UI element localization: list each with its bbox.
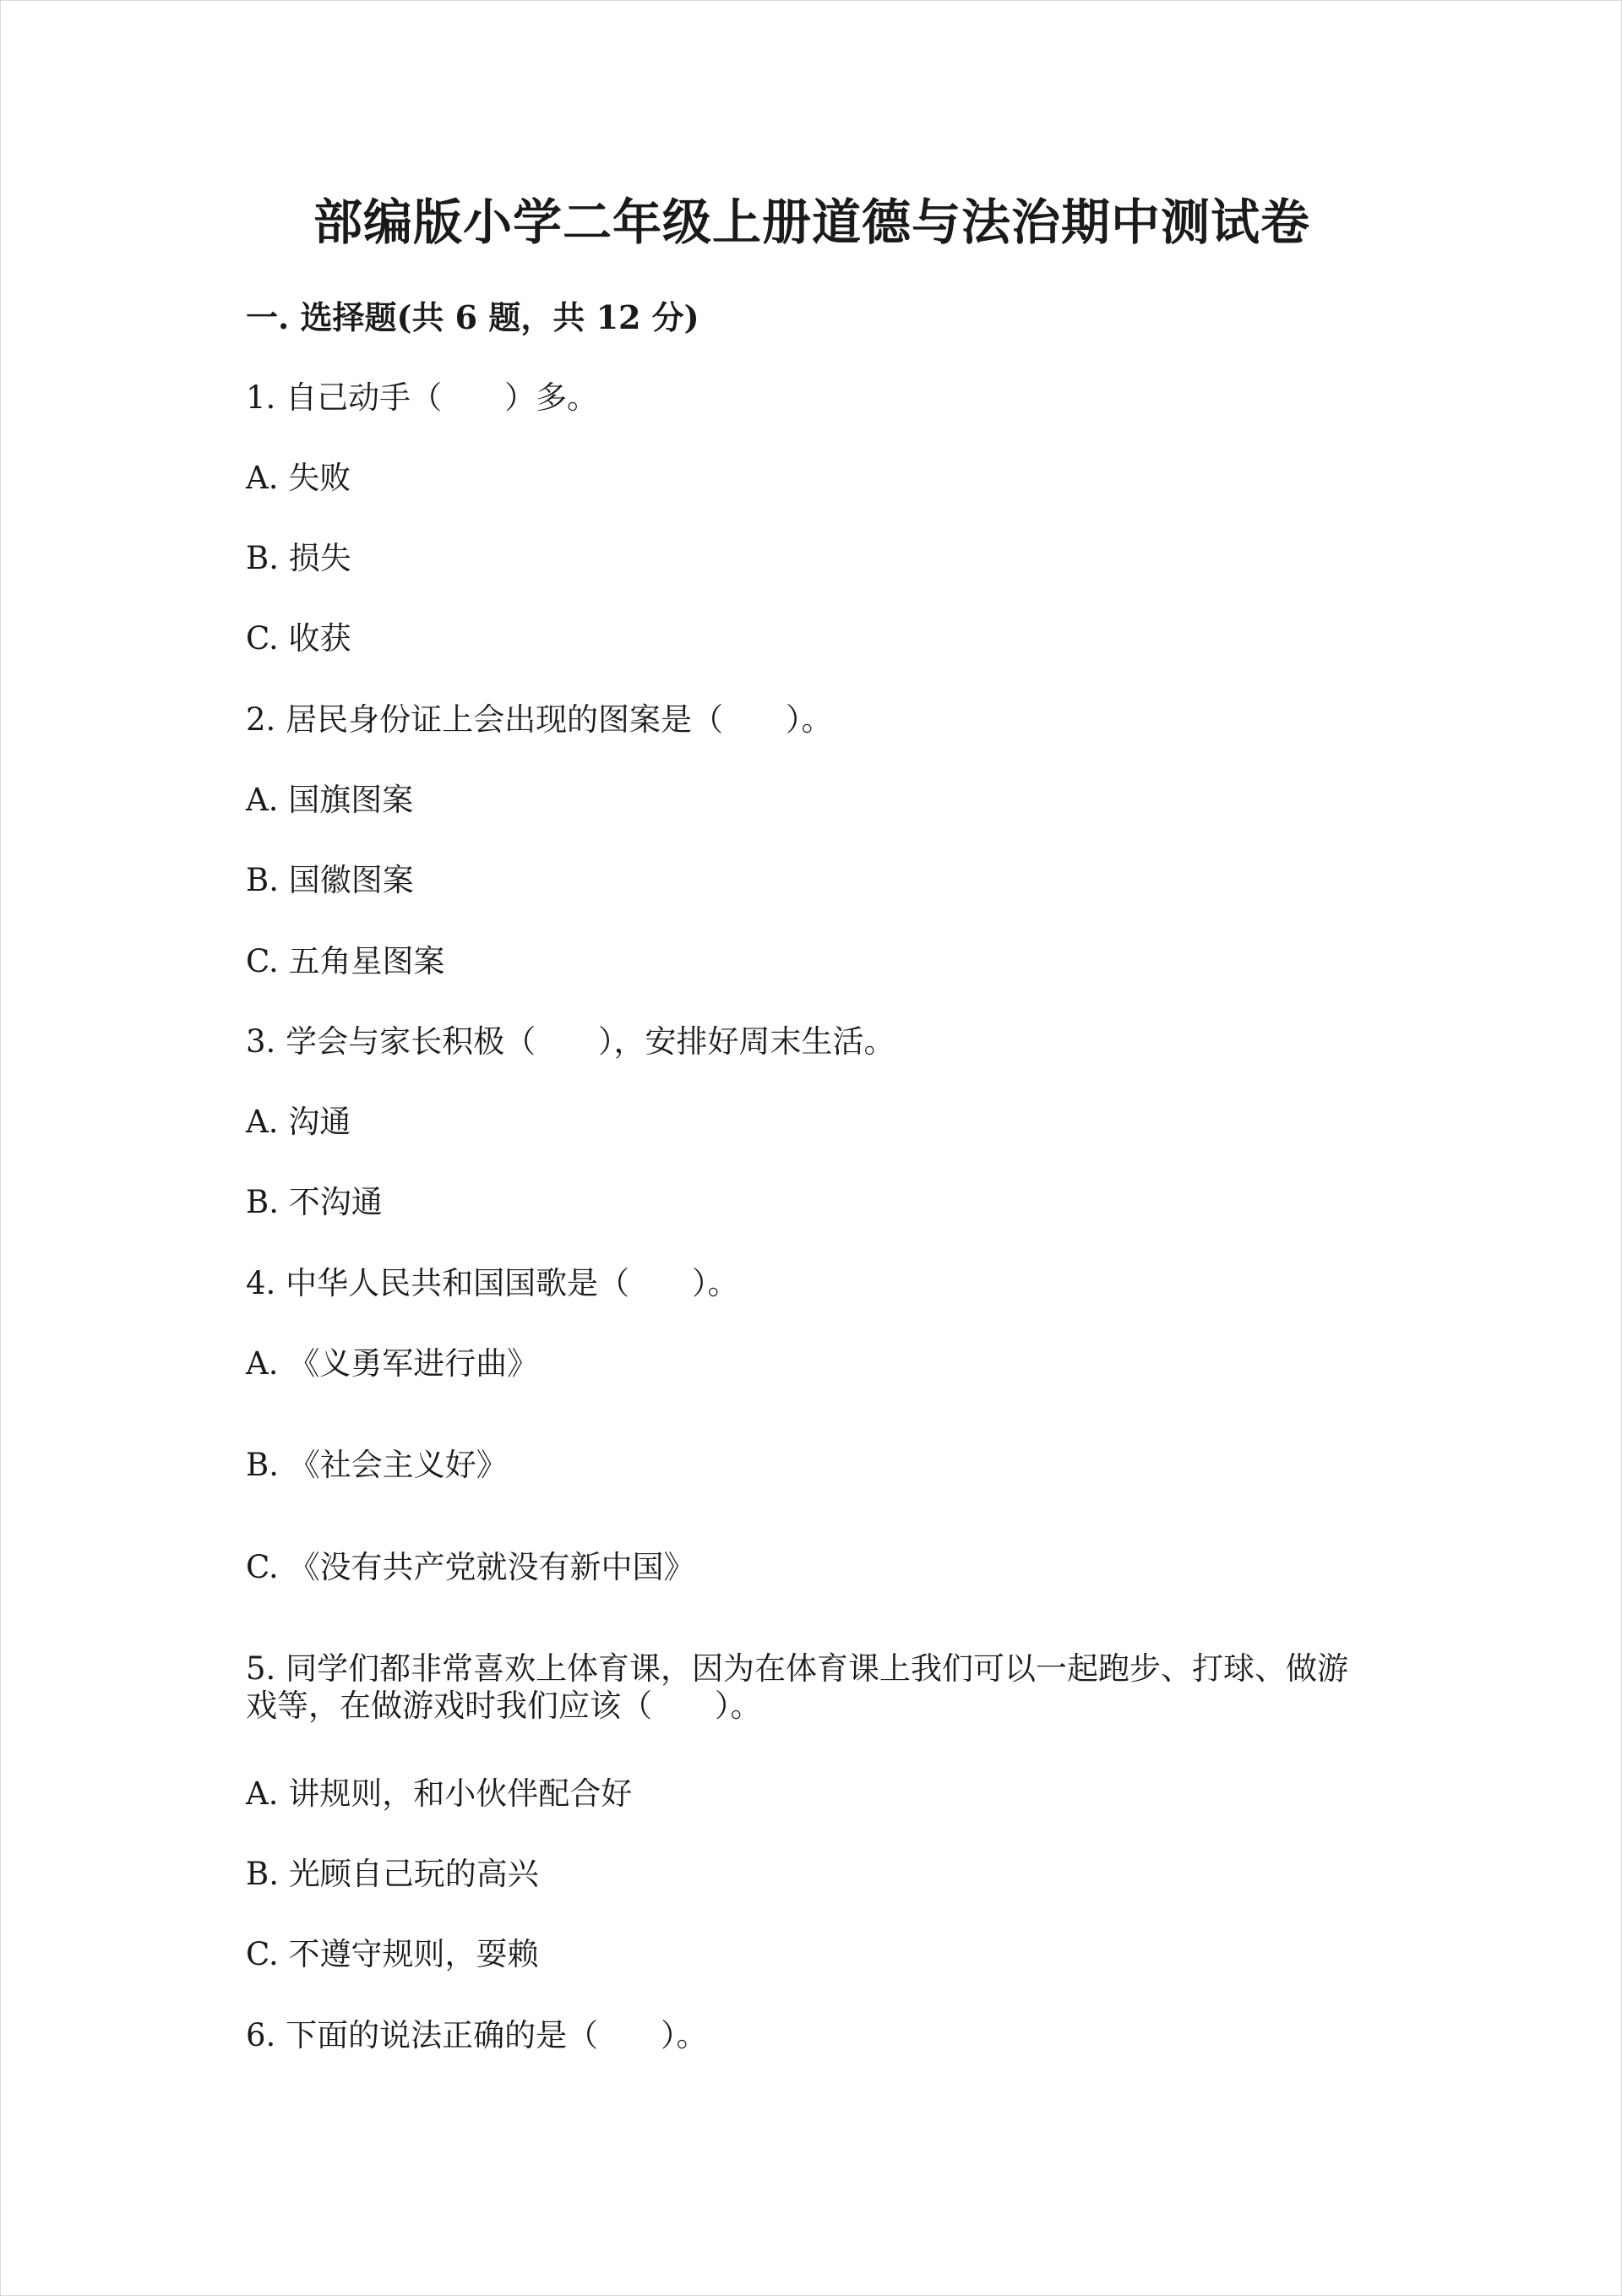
question-2-option-b: B. 国徽图案 [246,862,414,898]
question-2-option-a: A. 国旗图案 [246,782,414,818]
question-1-option-c: C. 收获 [246,620,351,657]
question-2-stem: 2. 居民身份证上会出现的图案是（ ）。 [246,701,833,738]
question-3-stem: 3. 学会与家长积极（ ），安排好周末生活。 [246,1023,895,1060]
question-6-stem: 6. 下面的说法正确的是（ ）。 [246,2017,708,2053]
question-1-option-a: A. 失败 [246,460,351,496]
question-3-option-b: B. 不沟通 [246,1184,383,1220]
question-3-option-a: A. 沟通 [246,1104,351,1140]
question-1-stem: 1. 自己动手（ ）多。 [246,379,599,416]
question-5-option-c: C. 不遵守规则，耍赖 [246,1936,539,1972]
question-4-option-a: A. 《义勇军进行曲》 [246,1345,539,1382]
question-1-option-b: B. 损失 [246,540,351,576]
question-5-option-a: A. 讲规则，和小伙伴配合好 [246,1775,633,1812]
question-2-option-c: C. 五角星图案 [246,943,445,979]
question-5-stem: 5. 同学们都非常喜欢上体育课，因为在体育课上我们可以一起跑步、打球、做游戏等，在做游戏时我们应该（ ）。 [246,1650,1349,1725]
question-4-option-c: C. 《没有共产党就没有新中国》 [246,1549,695,1585]
section-heading: 一. 选择题(共 6 题，共 12 分) [246,298,699,336]
exam-title: 部编版小学二年级上册道德与法治期中测试卷 [313,194,1310,251]
question-4-stem: 4. 中华人民共和国国歌是（ ）。 [246,1265,739,1301]
question-4-option-b: B. 《社会主义好》 [246,1447,508,1483]
question-5-option-b: B. 光顾自己玩的高兴 [246,1856,539,1892]
